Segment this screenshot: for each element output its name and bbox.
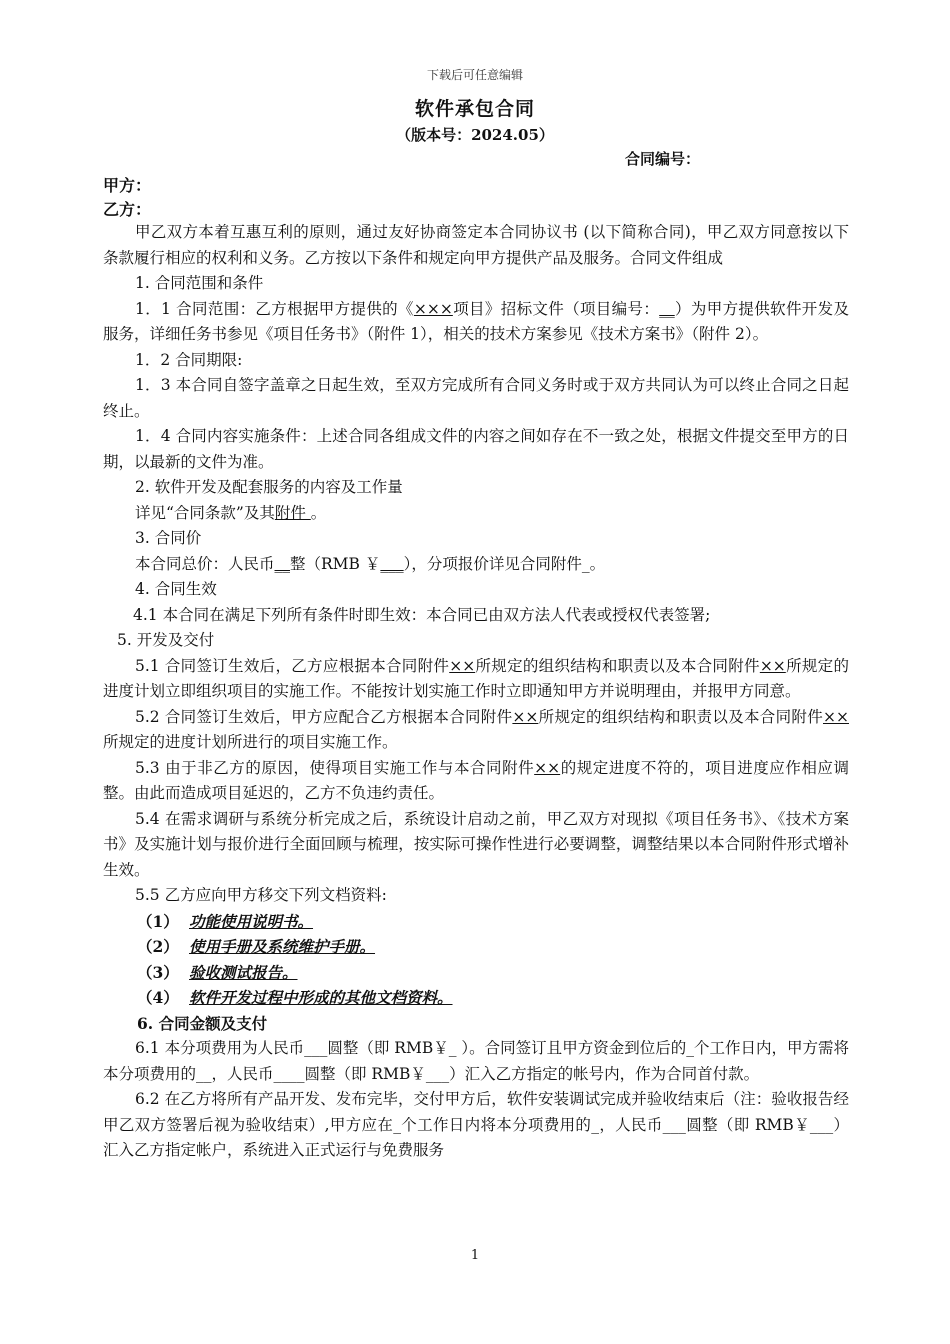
section-3-text-b: 整（RMB ￥ [290,554,381,573]
doc-list-item [103,960,849,986]
doc-list-item [103,909,849,935]
page-number: 1 [470,1248,480,1263]
party-a-label: 甲方： [103,176,152,195]
section-3-title: 3. 合同价 [135,529,202,547]
clause-5-2 [103,705,849,756]
attachment-ref-4: ×× [823,707,849,726]
attachment-ref-2: ×× [759,656,786,675]
header-note: 下载后可任意编辑 [426,68,523,82]
section-4-title: 4. 合同生效 [135,580,217,598]
intro-paragraph: 甲乙双方本着互惠互利的原则，通过友好协商签定本合同协议书 (以下简称合同)，甲乙双方同意按以下条款履行相应的权利和义务。乙方按以下条件和规定向甲方提供产品及服务。合同文件组成 [103,223,849,267]
section-3-text [103,552,849,578]
doc-item-label: （4） [137,988,179,1007]
clause-1-1-text-c: ）为甲方提供软件开发及服务，详细任务书参见《项目任务书》（附件 1），相关的技术方案参见《技术方案书》（附件 2）。 [103,299,849,343]
doc-item-text: 软件开发过程中形成的其他文档资料。 [189,988,453,1007]
clause-1-1-text-a: 1．1 合同范围：乙方根据甲方提供的《 [135,299,414,318]
clause-5-2-text-b: 所规定的组织结构和职责以及本合同附件 [538,707,823,726]
clause-5-3-text-a: 5.3 由于非乙方的原因，使得项目实施工作与本合同附件 [135,758,535,777]
clause-1-1 [103,297,849,348]
section-2-text-b: 。 [310,503,327,522]
doc-item-label: （1） [137,911,179,931]
clause-6-2: 6.2 在乙方将所有产品开发、发布完毕，交付甲方后，软件安装调试完成并验收结束后（注：验收报告经甲乙双方签署后视为验收结束）,甲方应在_个工作日内将本分项费用的_，人民币___圆整（即 RMB￥___）汇入乙方指定帐户，系统进入正式运行与免费服务 [103,1090,849,1159]
section-3-text-c: ），分项报价详见合同附件_。 [403,554,606,573]
section-6-title: 6. 合同金额及支付 [137,1013,268,1033]
section-3-text-a: 本合同总价：人民币 [135,554,275,573]
clause-1-2: 1．2 合同期限: [135,350,243,369]
contract-title: 软件承包合同 [414,98,535,120]
attachment-ref-1: ×× [449,656,476,675]
attachment-ref-5: ×× [534,758,561,777]
total-amount-blank: __ [274,554,291,573]
contract-body [103,220,849,1164]
clause-5-2-text-a: 5.2 合同签订生效后，甲方应配合乙方根据本合同附件 [135,707,513,726]
doc-item-text: 使用手册及系统维护手册。 [189,937,376,956]
clause-5-4: 5.4 在需求调研与系统分析完成之后，系统设计启动之前，甲乙双方对现拟《项目任务书》、《技术方案书》及实施计划与报价进行全面回顾与梳理，按实际可操作性进行必要调整，调整结果以本合同附件形式增补生效。 [103,809,849,879]
clause-5-1 [103,654,849,705]
party-b-label: 乙方： [103,200,152,219]
clause-4-1: 4.1 本合同在满足下列所有条件时即生效：本合同已由双方法人代表或授权代表签署; [133,605,711,624]
clause-5-1-text-b: 所规定的组织结构和职责以及本合同附件 [475,656,760,675]
section-5-title: 5. 开发及交付 [117,631,215,649]
doc-item-text: 功能使用说明书。 [189,911,314,931]
clause-5-3-text-b: 的规定进度不符的，项目进度应作相应调整。由此而造成项目延迟的，乙方不负违约责任。 [103,758,849,802]
section-1-title: 1. 合同范围和条件 [135,274,264,292]
version-number: （版本号：2024.05） [396,126,554,144]
section-2-text [103,501,849,527]
clause-5-3 [103,756,849,807]
doc-list-item [103,934,849,960]
clause-5-2-text-c: 所规定的进度计划所进行的项目实施工作。 [103,733,398,751]
attachment-ref-3: ×× [512,707,539,726]
project-number-blank: __ [659,299,675,318]
clause-1-3: 1．3 本合同自签字盖章之日起生效，至双方完成所有合同义务时或于双方共同认为可以终止合同之日起终止。 [103,376,849,420]
attachment-link-text: 附件 [274,503,311,522]
clause-5-1-text-a: 5.1 合同签订生效后，乙方应根据本合同附件 [135,656,450,675]
section-2-title: 2. 软件开发及配套服务的内容及工作量 [135,478,403,496]
clause-1-1-text-b: 项目》招标文件（项目编号： [452,299,660,318]
clause-1-4: 1．4 合同内容实施条件：上述合同各组成文件的内容之间如存在不一致之处，根据文件提交至甲方的日期，以最新的文件为准。 [103,427,849,471]
rmb-amount-blank: ___ [380,554,404,573]
doc-item-label: （3） [137,962,179,982]
clause-6-1: 6.1 本分项费用为人民币___圆整（即 RMB￥_ ）。合同签订且甲方资金到位后的_个工作日内，甲方需将本分项费用的__，人民币____圆整（即 RMB￥___）汇入乙方指定的帐号内，作为合同首付款。 [103,1039,849,1083]
contract-number-label: 合同编号： [625,150,701,168]
doc-item-text: 验收测试报告。 [189,962,298,982]
project-name-placeholder: ××× [413,299,453,318]
clause-5-1-text-c: 所规定的进度计划立即组织项目的实施工作。不能按计划实施工作时立即通知甲方并说明理由，并报甲方同意。 [103,656,849,700]
doc-list-item [103,985,849,1011]
doc-item-label: （2） [137,937,179,956]
section-2-text-a: 详见“合同条款”及其 [135,503,275,522]
clause-5-5: 5.5 乙方应向甲方移交下列文档资料: [135,886,387,904]
